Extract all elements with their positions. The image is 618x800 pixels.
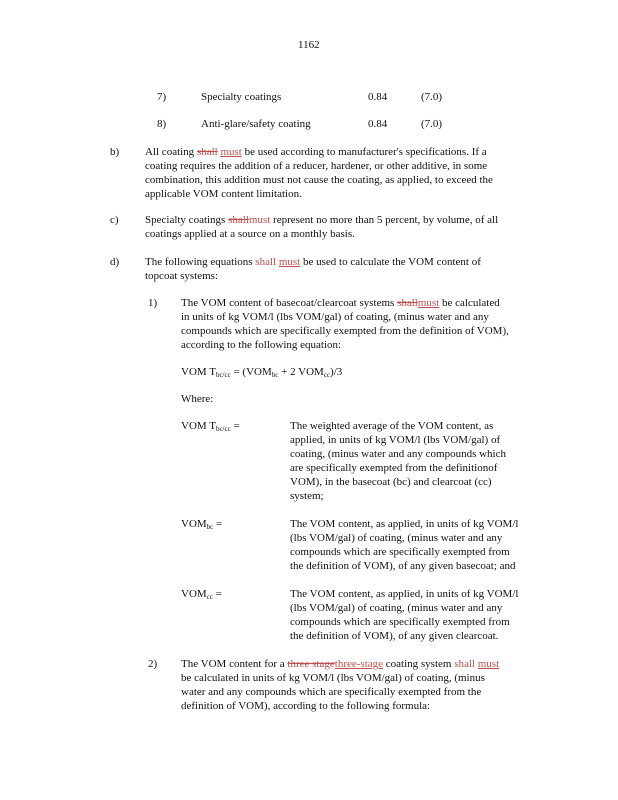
inserted-text: must — [477, 658, 500, 670]
paragraph-line: The VOM content of basecoat/clearcoat systems shallmust be calculated — [181, 297, 500, 309]
deleted-text: shall — [397, 297, 418, 309]
paragraph-line: definition of VOM), according to the following formula: — [181, 700, 431, 712]
paragraph-line: topcoat systems: — [145, 270, 219, 282]
definition-line: (lbs VOM/gal) of coating, (minus water and any — [290, 602, 503, 614]
definition-line: The VOM content, as applied, in units of kg VOM/l — [290, 588, 519, 600]
paragraph-line: All coating shall must be used according to manufacturer's specifications. If a — [145, 146, 487, 158]
deleted-text: three stage — [287, 658, 335, 670]
paragraph-line: in units of kg VOM/l (lbs VOM/gal) of coating, (minus water and any — [181, 311, 489, 323]
section-label: b) — [110, 146, 120, 158]
definition-line: compounds which are specifically exempted from — [290, 546, 510, 558]
definition-line: the definition of VOM), of any given clearcoat. — [290, 630, 499, 642]
equation: VOM $T_{bc/cc} = (VOM_{bc} + 2$ $VOM_{cc})/3$ — [181, 366, 343, 379]
paragraph-line: combination, this addition must not cause the coating, as applied, to exceed the — [145, 174, 493, 186]
table-row-lbs: (7.0) — [421, 118, 443, 130]
definition-line: coating, (minus water and any compounds which — [290, 448, 506, 460]
definition-line: VOM), in the basecoat (bc) and clearcoat (cc) — [290, 476, 492, 488]
paragraph-line: The following equations shall must be used to calculate the VOM content of — [145, 256, 481, 268]
subsection-label: 2) — [148, 658, 158, 670]
paragraph-line: applicable VOM content limitation. — [145, 188, 302, 200]
paragraph-line: The VOM content for a three stagethree-stage coating system shall must — [181, 658, 500, 670]
table-row-name: Specialty coatings — [201, 91, 282, 103]
paragraph-line: coatings applied at a source on a monthly basis. — [145, 228, 355, 240]
definition-line: (lbs VOM/gal) of coating, (minus water and any — [290, 532, 503, 544]
paragraph-line: compounds which are specifically exempted from the definition of VOM), — [181, 325, 509, 337]
table-row-kg: 0.84 — [368, 118, 388, 130]
subsection-label: 1) — [148, 297, 158, 309]
paragraph-line: according to the following equation: — [181, 339, 342, 351]
definition-term: $VOM_{cc}$ = — [181, 588, 222, 601]
inserted-text: three-stage — [334, 658, 384, 670]
paragraph-line: water and any compounds which are specifically exempted from the — [181, 686, 482, 698]
table-row-num: 8) — [157, 118, 167, 130]
section-label: d) — [110, 256, 120, 268]
table-row-lbs: (7.0) — [421, 91, 443, 103]
definition-line: compounds which are specifically exempted from — [290, 616, 510, 628]
table-row-kg: 0.84 — [368, 91, 388, 103]
deleted-text: shall — [228, 214, 249, 226]
definition-line: are specifically exempted from the definitionof — [290, 462, 498, 474]
table-row-num: 7) — [157, 91, 167, 103]
definition-line: The weighted average of the VOM content, as — [290, 420, 494, 432]
deleted-text: shall — [196, 146, 218, 158]
deleted-text: shall — [255, 256, 277, 268]
table-row-name: Anti-glare/safety coating — [201, 118, 311, 130]
definition-term: $VOM_{bc}$ = — [181, 518, 223, 531]
paragraph-line: be calculated in units of kg VOM/l (lbs VOM/gal) of coating, (minus — [181, 672, 485, 684]
paragraph-line: Specialty coatings shallmust represent no more than 5 percent, by volume, of all — [145, 214, 499, 226]
inserted-text: must — [220, 146, 242, 158]
definition-line: The VOM content, as applied, in units of kg VOM/l — [290, 518, 519, 530]
definition-line: the definition of VOM), of any given basecoat; and — [290, 560, 516, 572]
inserted-text: must — [278, 256, 301, 268]
deleted-text: shall — [454, 658, 475, 670]
definition-line: applied, in units of kg VOM/l (lbs VOM/gal) of — [290, 434, 501, 446]
where-label: Where: — [181, 393, 214, 405]
definition-term: VOM $T_{bc/cc}$ = — [181, 420, 240, 433]
paragraph-line: coating requires the addition of a reducer, hardener, or other additive, in some — [145, 160, 488, 172]
inserted-text: must — [417, 297, 440, 309]
section-label: c) — [110, 214, 119, 226]
definition-line: system; — [290, 490, 324, 502]
page-number: 1162 — [298, 39, 320, 51]
inserted-text: must — [248, 214, 271, 226]
